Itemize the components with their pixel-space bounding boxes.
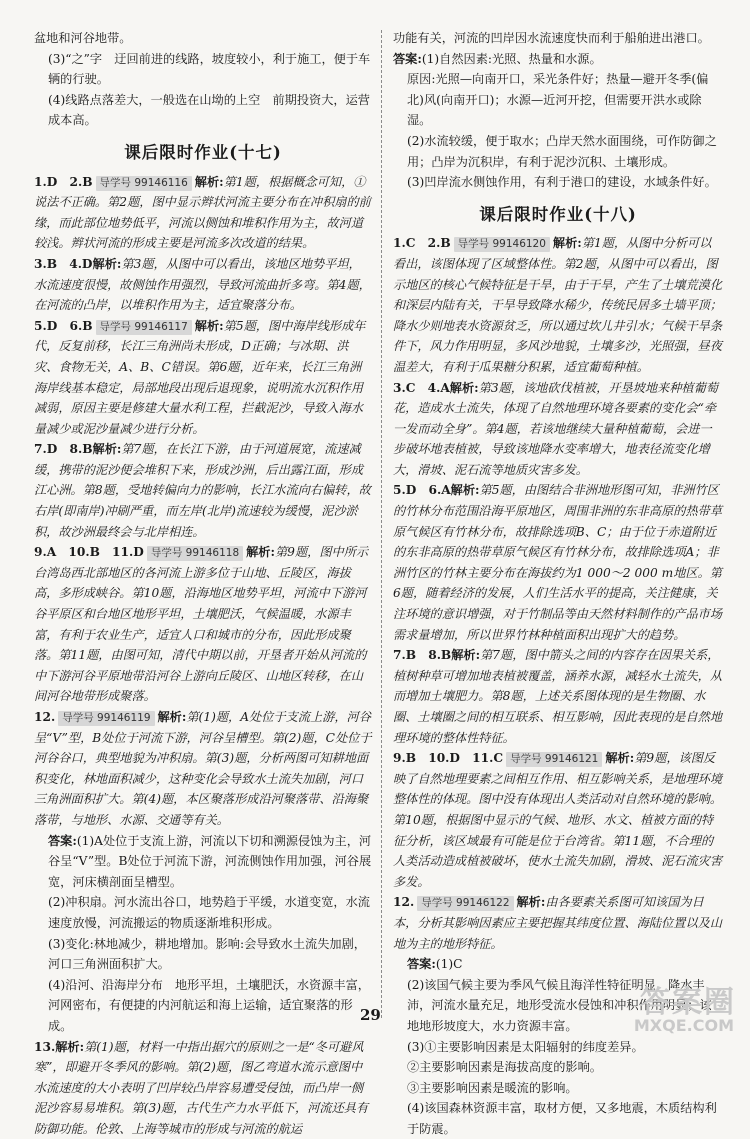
answer-item: [393, 233, 723, 377]
answer-text: 原因:光照—向南开口，采光条件好；热量—避开冬季(偏北)风(向南开口)；水源—近河开挖，但需要开洪水或除湿。: [407, 72, 708, 127]
answer-item: [393, 1037, 723, 1058]
question-numbers: 3.C 4.A: [393, 381, 450, 395]
guide-number-tag: 导学号 99146116: [96, 176, 192, 191]
guide-number-tag: 导学号 99146119: [58, 711, 154, 726]
right-column: [393, 28, 723, 1139]
intro-line: [393, 28, 723, 49]
answer-text: ②主要影响因素是海拔高度的影响。: [407, 1060, 602, 1074]
answer-text: (1)自然因素:光照、热量和水源。: [422, 52, 602, 66]
answer-text: 第9题，该图反映了自然地理要素之间相互作用、相互影响关系，是地理环境整体性的体现。图中没有体现出人类活动对自然环境的影响。第10题，根据图中显示的气候、地形、水文、植被方面的特征分析，该区域最有可能是位于台湾省。第11题，不合理的人类活动造成植被破坏，使水土流失加剧，滑坡、泥石流灾害多发。: [393, 751, 722, 889]
intro-line: [393, 172, 723, 193]
section-title: 课后限时作业(十七): [34, 143, 372, 164]
question-numbers: 1.D 2.B: [34, 175, 93, 189]
answer-label: 解析:: [158, 710, 187, 724]
answer-text: 第1题，根据概念可知，①说法不正确。第2题，图中显示辫状河流主要分布在冲积扇的前缘，而此部位地势低平，河流以侧蚀和堆积作用为主，故河道较浅。辫状河流的形成主要是河流多次改道的结果。: [34, 175, 371, 251]
answer-text: (2)水流较缓，便于取水；凸岸天然水面围绕，可作防御之用；凸岸为沉积岸，有利于泥沙沉积、土壤形成。: [407, 134, 717, 169]
answer-text: (1)A处位于支流上游，河流以下切和溯源侵蚀为主，河谷呈“V”型。B处位于河流下游，河流侧蚀作用加强，河谷展宽，河床横剖面呈槽型。: [48, 834, 371, 889]
answer-text: 第3题，该地砍伐植被，开垦坡地来种植葡萄花，造成水土流失，体现了自然地理环境各要素的变化会“牵一发而动全身”。第4题，若该地继续大量种植葡萄，会进一步破坏地表植被，导致该地降水变率增大，地表径流变化增大，滑坡、泥石流等地质灾害多发。: [393, 381, 718, 477]
answer-text: 第5题，图中海岸线形成年代，反复前移，长江三角洲尚未形成，D正确；与冰期、洪灾、食物无关，A、B、C错误。第6题，近年来，长江三角洲海岸线基本稳定，局部地段出现后退现象，说明流水沉积作用减弱，原因主要是修建大量水利工程，拦截泥沙，导致入海水量减少或泥沙量减少进行分析。: [34, 319, 366, 436]
answer-item: [393, 1057, 723, 1078]
answer-item: [393, 1078, 723, 1099]
answer-text: (3)变化:林地减少，耕地增加。影响:会导致水土流失加剧，河口三角洲面积扩大。: [48, 937, 366, 972]
left-answer-list: [34, 172, 372, 1139]
question-numbers: 5.D 6.A: [393, 483, 451, 497]
intro-line: (4)线路点落差大，一般选在山坳的上空 前期投资大，运营成本高。: [34, 90, 372, 131]
intro-line: [393, 69, 723, 131]
answer-item: [34, 892, 372, 933]
question-numbers: 12.: [34, 710, 55, 724]
answer-label: 解析:: [450, 381, 479, 395]
answer-item: [393, 954, 723, 975]
answer-label: 答案:: [48, 834, 77, 848]
answer-text: (1)C: [436, 957, 463, 971]
answer-text: (2)冲积扇。河水流出谷口，地势趋于平缓，水道变宽，水流速度放慢，河流搬运的物质逐渐堆积形成。: [48, 895, 370, 930]
answer-item: [34, 542, 372, 707]
answer-label: 答案:: [407, 957, 436, 971]
answer-text: 第5题，由图结合非洲地形图可知，非洲竹区的竹林分布范围沿海平原地区，周围非洲的东非高原的热带草原气候区有竹林分布，故排除选项B、C；由于位于赤道附近的东非高原的热带草原气候区有竹林分布，故排除选项A；非洲竹区的竹林主要分布在海拔约为1 000～2 000 m地区。第6题，随着经济的发展，人们生活水平的提高，关注健康，关注环境的意识增强，对于竹制品等由天然材料制作的产品市场需求量增加，所以世界竹林种植面积出现扩大的趋势。: [393, 483, 722, 641]
answer-item: [393, 892, 723, 954]
answer-item: [393, 645, 723, 748]
question-numbers: 3.B 4.D: [34, 257, 93, 271]
guide-number-tag: 导学号 99146122: [417, 896, 513, 911]
question-numbers: 7.D 8.B: [34, 442, 93, 456]
answer-text: 第1题，从图中分析可以看出，该图体现了区域整体性。第2题，从图中可以看出，图示地区的核心气候特征是干旱，由于干旱，产生了土壤荒漠化和深层内陆有关，干旱导致降水稀少，传统民居多土墙平顶；降水少则地表水资源贫乏，所以通过坎儿井引水；气候干旱条件下，风力作用明显，多风沙地貌，土壤多沙，光照强，昼夜温差大，有利于瓜果糖分积累，适宜葡萄种植。: [393, 236, 722, 374]
answer-label: 解析:: [93, 257, 122, 271]
guide-number-tag: 导学号 99146120: [454, 237, 550, 252]
answer-text: ③主要影响因素是暖流的影响。: [407, 1081, 578, 1095]
intro-line: 盆地和河谷地带。: [34, 28, 372, 49]
section-title: 课后限时作业(十八): [393, 205, 723, 226]
answer-text: 第3题，从图中可以看出，该地区地势平坦，水流速度很慢，故侧蚀作用强烈，导致河流曲折多弯。第4题，在河流的凸岸，以堆积作用为主，适宜聚落分布。: [34, 257, 371, 312]
answer-label: 解析:: [195, 319, 224, 333]
guide-number-tag: 导学号 99146118: [147, 546, 243, 561]
watermark-text: 答案圈: [640, 977, 736, 1021]
column-divider: [381, 30, 382, 1018]
answer-text: 第9题，图中所示台湾岛西北部地区的各河流上游多位于山地、丘陵区，海拔高，多形成峡谷。第10题，沿海地区地势平坦，河流中下游河谷平原区和台地区地形平坦，土壤肥沃，气候温暖，水源丰富，有利于农业生产，适宜人口和城市的分布，因此形成聚落。第11题，由图可知，清代中期以前，开垦者开始从河流的中下游河谷平原地带沿河谷上游向丘陵区、山地区转移，在山间河谷地带形成聚落。: [34, 545, 368, 703]
answer-text: (2)该国气候主要为季风气候且海洋性特征明显，降水丰沛，河流水量充足，地形受流水侵蚀和冲积作用明显；该地地形坡度大，水力资源丰富。: [407, 978, 712, 1033]
answer-item: [34, 254, 372, 316]
answer-item: [34, 975, 372, 1037]
answer-text: 由各要素关系图可知该国为日本，分析其影响因素应主要把握其纬度位置、海陆位置以及山地为主的地形特征。: [393, 895, 722, 950]
answer-text: 第(1)题，材料一中指出据穴的原则之一是“冬可避风寒”，即避开冬季风的影响。第(2)题，图乙弯道水流示意图中水流速度的大小表明了凹岸较凸岸容易遭受侵蚀，而凸岸一侧泥沙容易易堆积。第(3)题，古代生产力水平低下，河流还具有防御功能。伦敦、上海等城市的形成与河流的航运: [34, 1040, 368, 1136]
left-intro: [34, 28, 372, 131]
question-numbers: 9.B 10.D 11.C: [393, 751, 503, 765]
answer-label: 解析:: [93, 442, 122, 456]
intro-line: (3)“之”字 迂回前进的线路，坡度较小，利于施工，便于车辆的行驶。: [34, 49, 372, 90]
answer-item: [393, 480, 723, 645]
answer-text: 第7题，在长江下游，由于河道展宽，流速减缓，携带的泥沙便会堆积下来，形成沙洲，后出露江面，形成江心洲。第8题，受地转偏向力的影响，长江水流向右偏转，故右岸(即南岸)冲刷严重，而左岸(北岸)流速较为缓慢，泥沙淤积，故沙洲最终会与北岸相连。: [34, 442, 371, 538]
answer-item: [34, 934, 372, 975]
answer-label: 解析:: [246, 545, 275, 559]
question-numbers: 1.C 2.B: [393, 236, 451, 250]
page-number: 29: [360, 1006, 381, 1024]
answer-label: 解析:: [605, 751, 634, 765]
intro-line: [393, 49, 723, 70]
question-numbers: 12.: [393, 895, 414, 909]
answer-label: 解析:: [553, 236, 582, 250]
right-intro: [393, 28, 723, 193]
answer-label: 解析:: [195, 175, 224, 189]
answer-item: [34, 1037, 372, 1139]
watermark-logo: [594, 977, 744, 1037]
answer-item: [34, 707, 372, 831]
guide-number-tag: 导学号 99146117: [96, 320, 192, 335]
answer-text: (3)①主要影响因素是太阳辐射的纬度差异。: [407, 1040, 644, 1054]
watermark-url: MXQE.COM: [634, 1016, 734, 1035]
answer-text: (4)该国森林资源丰富，取材方便，又多地震，木质结构利于防震。: [407, 1101, 717, 1136]
intro-line: [393, 131, 723, 172]
answer-text: (4)沿河、沿海岸分布 地形平坦，土壤肥沃，水资源丰富，河网密布，有便捷的内河航运和海上运输，适宜聚落的形成。: [48, 978, 370, 1033]
answer-label: 解析:: [517, 895, 546, 909]
answer-text: (3)凹岸流水侧蚀作用，有利于港口的建设，水域条件好。: [407, 175, 717, 189]
question-numbers: 5.D 6.B: [34, 319, 93, 333]
answer-item: [393, 378, 723, 481]
answer-label: 解析:: [451, 483, 480, 497]
answer-item: [34, 831, 372, 893]
guide-number-tag: 导学号 99146121: [506, 752, 602, 767]
answer-label: 解析:: [451, 648, 480, 662]
answer-item: [34, 316, 372, 440]
answer-text: 功能有关，河流的凹岸因水流速度快而利于船舶进出港口。: [393, 31, 710, 45]
answer-item: [34, 172, 372, 254]
question-numbers: 9.A 10.B 11.D: [34, 545, 144, 559]
answer-label: 解析:: [55, 1040, 84, 1054]
question-numbers: 7.B 8.B: [393, 648, 451, 662]
left-column: [34, 28, 372, 1139]
question-numbers: 13.: [34, 1040, 55, 1054]
answer-item: [393, 748, 723, 892]
answer-text: 第7题，图中箭头之间的内容存在因果关系，植树种草可增加地表植被覆盖，涵养水源，减轻水土流失，从而增加土壤肥力。第8题，上述关系图体现的是生物圈、水圈、土壤圈之间的相互联系、相互影响，因此表现的是自然地理环境的整体性特征。: [393, 648, 722, 744]
answer-text: 第(1)题，A处位于支流上游，河谷呈“V”型，B处位于河流下游，河谷呈槽型。第(2)题，C处位于河谷谷口，典型地貌为冲积扇。第(3)题，分析两图可知耕地面积变化，林地面积减少，这种变化会导致水土流失加剧，河口三角洲面积扩大。第(4)题，本区聚落形成沿河聚落带、沿海聚落带，与地形、水源、交通等有关。: [34, 710, 372, 827]
answer-item: [34, 439, 372, 542]
answer-label: 答案:: [393, 52, 422, 66]
answer-item: [393, 1098, 723, 1139]
